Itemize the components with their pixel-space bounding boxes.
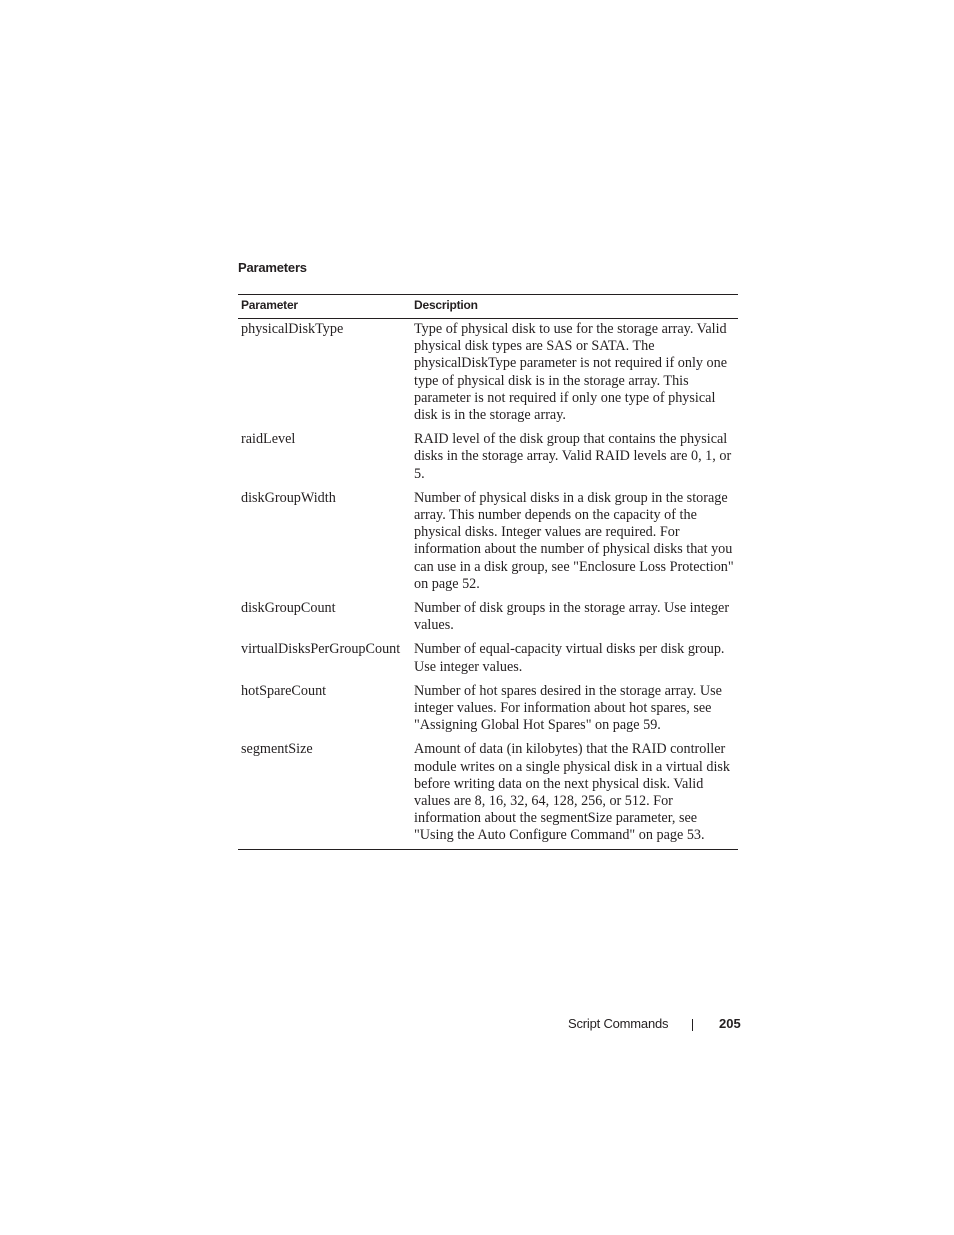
column-header-description: Description bbox=[411, 295, 738, 319]
parameter-name: diskGroupCount bbox=[241, 600, 336, 617]
column-header-parameter: Parameter bbox=[238, 295, 411, 319]
parameter-description: Number of hot spares desired in the storage array. Use integer values. For information about hot spares, see "Assigning Global Hot Spares" on page 59. bbox=[414, 682, 722, 734]
parameter-description: Type of physical disk to use for the storage array. Valid physical disk types are SAS or SATA. The physicalDiskType parameter is not required if only one type of physical disk is in the storage array. This parameter is not required if only one type of physical disk is in the storage array. bbox=[414, 321, 728, 424]
table-row bbox=[238, 683, 738, 742]
table-row bbox=[238, 490, 738, 600]
page-number: 205 bbox=[719, 1016, 741, 1031]
parameter-description: Number of equal-capacity virtual disks per disk group. Use integer values. bbox=[414, 641, 725, 675]
section-heading: Parameters bbox=[238, 260, 307, 275]
parameter-name: hotSpareCount bbox=[241, 682, 327, 699]
table-row bbox=[238, 741, 738, 849]
parameter-description: Number of disk groups in the storage array. Use integer values. bbox=[414, 600, 730, 634]
parameter-name: diskGroupWidth bbox=[241, 489, 336, 506]
parameter-name: virtualDisksPerGroupCount bbox=[241, 641, 401, 658]
parameter-name: raidLevel bbox=[241, 431, 296, 448]
table-row bbox=[238, 600, 738, 641]
parameter-name: segmentSize bbox=[238, 741, 411, 849]
parameter-description: RAID level of the disk group that contains the physical disks in the storage array. Valid RAID levels are 0, 1, or 5. bbox=[414, 431, 732, 482]
parameter-description: Number of physical disks in a disk group in the storage array. This number depends on the capacity of the physical disks. Integer values are required. For information about the number of physical disks that you can use in a disk group, see "Enclosure Loss Protection" on page 52. bbox=[414, 489, 734, 592]
parameter-description: Amount of data (in kilobytes) that the RAID controller module writes on a single physical disk in a virtual disk before writing data on the next physical disk. Valid values are 8, 16, 32, 64, 128, 256, or 512. For information about the segmentSize parameter, see "Using the Auto Configure Command" on page 53. bbox=[411, 741, 738, 849]
table-row bbox=[238, 641, 738, 682]
table-row bbox=[238, 319, 738, 432]
parameters-table bbox=[238, 294, 738, 850]
table-row bbox=[238, 431, 738, 490]
footer-separator bbox=[692, 1019, 693, 1031]
parameter-name: physicalDiskType bbox=[241, 321, 344, 337]
footer-chapter-title: Script Commands bbox=[568, 1016, 669, 1031]
table-header-row bbox=[238, 295, 738, 319]
